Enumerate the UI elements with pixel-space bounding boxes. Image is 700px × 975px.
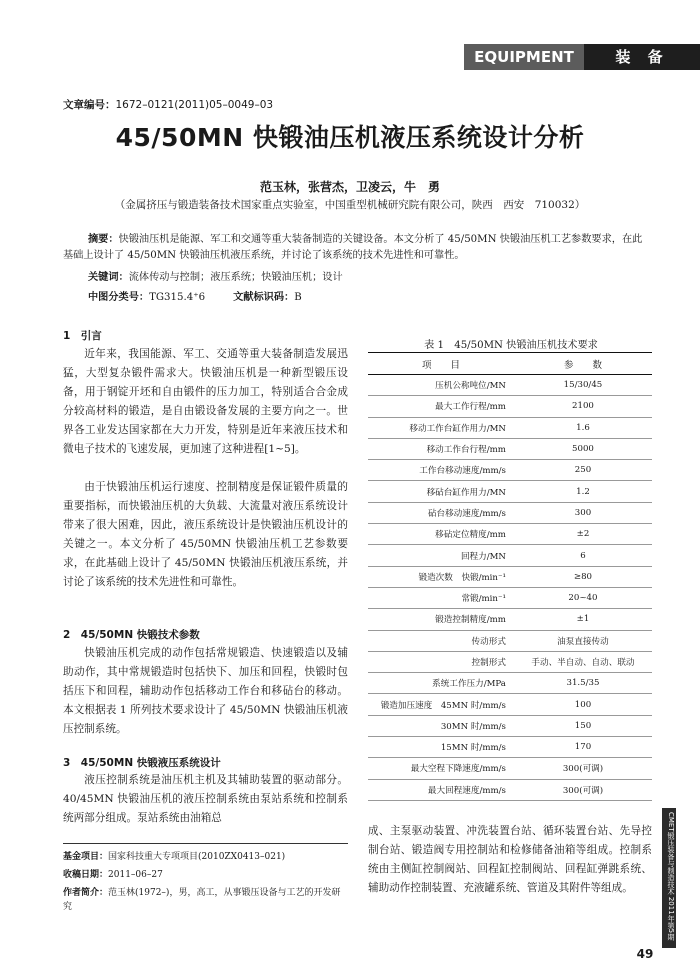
param-name: 最大工作行程/mm <box>368 396 514 417</box>
param-name: 锻造加压速度 45MN 时/mm/s <box>368 694 514 715</box>
param-value: ±2 <box>514 524 652 545</box>
param-name: 移砧台缸作用力/MN <box>368 481 514 502</box>
article-number <box>63 97 273 112</box>
param-value: 手动、半自动、自动、联动 <box>514 651 652 672</box>
param-value: 1.2 <box>514 481 652 502</box>
param-value: 300 <box>514 502 652 523</box>
table-row <box>368 715 652 736</box>
clc-value: TG315.4⁺6 <box>149 292 206 303</box>
footnote-label: 基金项目： <box>63 852 109 862</box>
param-value: 2100 <box>514 396 652 417</box>
param-value: 油泵直接传动 <box>514 630 652 651</box>
table-row <box>368 375 652 396</box>
footnote-author <box>63 886 348 914</box>
journal-sidebar-text: CMET锻压装备与制造技术 2011年第5期 <box>667 812 675 941</box>
param-name: 移动工作台缸作用力/MN <box>368 417 514 438</box>
param-name: 移砧定位精度/mm <box>368 524 514 545</box>
param-name: 锻造控制精度/mm <box>368 609 514 630</box>
param-value: 300(可调) <box>514 758 652 779</box>
param-value: ±1 <box>514 609 652 630</box>
footnote-funding <box>63 850 348 864</box>
table-row <box>368 417 652 438</box>
table-row <box>368 651 652 672</box>
table-row <box>368 502 652 523</box>
table-row <box>368 396 652 417</box>
param-name: 压机公称吨位/MN <box>368 375 514 396</box>
table-row <box>368 630 652 651</box>
param-value: 1.6 <box>514 417 652 438</box>
table-header-item: 项 目 <box>368 353 514 375</box>
param-name: 工作台移动速度/mm/s <box>368 460 514 481</box>
section-1-heading: 1 引言 <box>63 330 102 342</box>
table-row <box>368 438 652 459</box>
section-2-heading: 2 45/50MN 快锻技术参数 <box>63 629 200 641</box>
param-name: 移动工作台行程/mm <box>368 438 514 459</box>
table-caption: 表 1 45/50MN 快锻油压机技术要求 <box>424 340 598 351</box>
param-name: 30MN 时/mm/s <box>368 715 514 736</box>
param-value: ≥80 <box>514 566 652 587</box>
section-1-paragraph-2: 由于快锻油压机运行速度、控制精度是保证锻件质量的重要指标，而快锻油压机的大负载、大流量对液压系统设计带来了很大困难，因此，液压系统设计是快锻油压机设计的关键之一。本文分析了 45/50MN 快锻油压机工艺参数要求，在此基础上设计了 45/50MN 快锻油压机液压系统，并讨论了该系统的技术先进性和可靠性。 <box>63 481 348 588</box>
keywords-label: 关键词： <box>88 272 129 283</box>
keywords-text: 流体传动与控制；液压系统；快锻油压机；设计 <box>128 272 343 283</box>
table-row <box>368 481 652 502</box>
right-column-continuation: 成、主泵驱动装置、冲洗装置台站、循环装置台站、先导控制台站、锻造阀专用控制站和检修储备油箱等组成。控制系统由主侧缸控制阀站、回程缸控制阀站、回程缸弹跳系统、辅助动作控制装置、充液罐系统、管道及其附件等组成。 <box>368 825 652 894</box>
param-name: 15MN 时/mm/s <box>368 737 514 758</box>
section-3-heading: 3 45/50MN 快锻液压系统设计 <box>63 757 221 769</box>
footnote-rule <box>63 843 348 844</box>
affiliation: （金属挤压与锻造装备技术国家重点实验室，中国重型机械研究院有限公司，陕西 西安 710032） <box>114 199 586 211</box>
classification <box>88 288 302 303</box>
table-row <box>368 673 652 694</box>
footnote-text: 2011–06–27 <box>108 870 163 880</box>
abstract <box>63 232 643 264</box>
paper-title: 45/50MN 快锻油压机液压系统设计分析 <box>115 123 585 152</box>
section-banner <box>464 44 700 70</box>
param-value: 100 <box>514 694 652 715</box>
table-row <box>368 587 652 608</box>
table-header-value: 参 数 <box>514 353 652 375</box>
param-value: 6 <box>514 545 652 566</box>
param-value: 5000 <box>514 438 652 459</box>
table-row <box>368 758 652 779</box>
param-value: 300(可调) <box>514 779 652 800</box>
abstract-text: 快锻油压机是能源、军工和交通等重大装备制造的关键设备。本文分析了 45/50MN 快锻油压机工艺参数要求，在此基础上设计了 45/50MN 快锻油压机液压系统，并讨论了该系统的技术先进性和可靠性。 <box>63 234 643 261</box>
doc-code-label: 文献标识码： <box>233 292 295 303</box>
param-name: 锻造次数 快锻/min⁻¹ <box>368 566 514 587</box>
footnote-label: 作者简介： <box>63 888 109 898</box>
param-name: 系统工作压力/MPa <box>368 673 514 694</box>
param-name: 控制形式 <box>368 651 514 672</box>
footnote-received <box>63 868 348 882</box>
section-1-paragraph-1: 近年来，我国能源、军工、交通等重大装备制造发展迅猛，大型复杂锻件需求大。快锻油压机是一种新型锻压设备，用于钢锭开坯和自由锻件的压力加工，特别适合合金成分较高材料的锻造，是自由锻设备发展的主要方向之一。世界各工业发达国家都在大力开发，特别是近年来液压技术和微电子技术的飞速发展，更加速了这种进程[1~5]。 <box>63 348 348 455</box>
clc-label: 中图分类号： <box>88 292 150 303</box>
table-row <box>368 545 652 566</box>
param-name: 最大回程速度/mm/s <box>368 779 514 800</box>
param-value: 15/30/45 <box>514 375 652 396</box>
param-value: 250 <box>514 460 652 481</box>
param-name: 传动形式 <box>368 630 514 651</box>
keywords <box>88 268 343 283</box>
footnote-text: 范玉林(1972–)，男，高工，从事锻压设备与工艺的开发研究 <box>63 888 341 912</box>
table-row <box>368 779 652 800</box>
authors: 范玉林，张营杰，卫凌云，牛 勇 <box>259 180 440 194</box>
table-row <box>368 609 652 630</box>
section-2-paragraph-1: 快锻油压机完成的动作包括常规锻造、快速锻造以及辅助动作，其中常规锻造时包括快下、加压和回程，快锻时包括压下和回程，辅助动作包括移动工作台和移砧台的移动。本文根据表 1 所列技术要求设计了 45/50MN 快锻油压机液压控制系统。 <box>63 647 348 735</box>
table-row <box>368 737 652 758</box>
article-number-value: 1672–0121(2011)05–0049–03 <box>115 99 274 111</box>
table-row <box>368 694 652 715</box>
abstract-label: 摘要： <box>88 234 119 245</box>
param-value: 31.5/35 <box>514 673 652 694</box>
param-name: 回程力/MN <box>368 545 514 566</box>
table-row <box>368 524 652 545</box>
banner-zhuangbei: 装 备 <box>584 44 700 70</box>
param-name: 最大空程下降速度/mm/s <box>368 758 514 779</box>
footnote-label: 收稿日期： <box>63 870 109 880</box>
doc-code-value: B <box>294 292 302 303</box>
footnote-text: 国家科技重大专项项目(2010ZX0413–021) <box>108 852 286 862</box>
page-number: 49 <box>636 947 654 961</box>
section-3-paragraph-1: 液压控制系统是油压机主机及其辅助装置的驱动部分。40/45MN 快锻油压机的液压控制系统由泵站系统和控制系统两部分组成。泵站系统由油箱总 <box>63 774 348 824</box>
table-row <box>368 566 652 587</box>
param-name: 砧台移动速度/mm/s <box>368 502 514 523</box>
param-value: 150 <box>514 715 652 736</box>
param-value: 170 <box>514 737 652 758</box>
banner-equipment: EQUIPMENT <box>464 44 584 70</box>
param-value: 20~40 <box>514 587 652 608</box>
article-number-label: 文章编号： <box>63 99 116 111</box>
table-row <box>368 460 652 481</box>
param-name: 常锻/min⁻¹ <box>368 587 514 608</box>
tech-requirements-table <box>368 352 652 801</box>
table-header-row <box>368 353 652 375</box>
